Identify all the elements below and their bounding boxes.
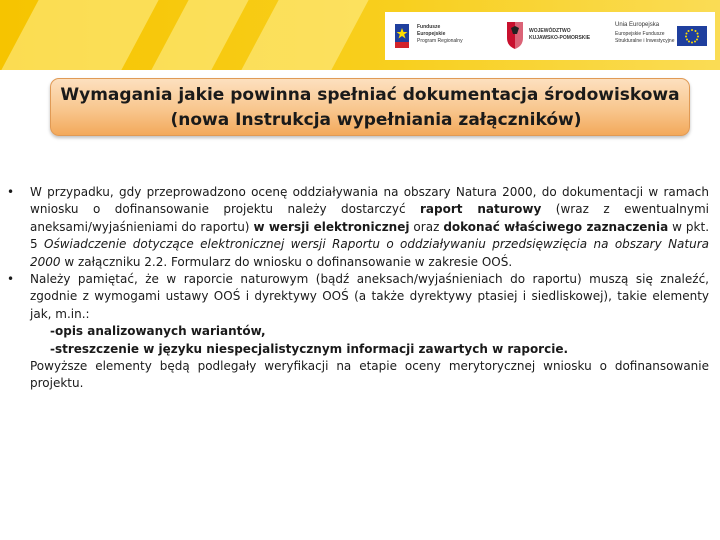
bullet-1-text <box>30 184 709 271</box>
logo-strip <box>385 12 715 60</box>
requirement-item-text: -streszczenie w języku niespecjalistycznym informacji zawartych w raporcie. <box>50 341 569 356</box>
slide-title <box>50 78 690 136</box>
band-decoration <box>236 0 374 70</box>
logo-eu-line1: Unia Europejska <box>615 22 660 28</box>
requirement-item-text: -opis analizowanych wariantów, <box>50 324 266 339</box>
bullet-1-part: w pkt. 5 <box>30 219 710 252</box>
bullet-raport-requirements <box>0 271 720 323</box>
logo-fe-line1: Fundusze <box>417 24 441 30</box>
logo-woj-line2: KUJAWSKO-POMORSKIE <box>529 35 591 41</box>
logo-woj-line1: WOJEWÓDZTWO <box>529 28 571 34</box>
requirement-item <box>0 323 720 340</box>
bullet-1-part: w załączniku 2.2. Formularz do wniosku o dofinansowanie w zakresie OOŚ. <box>60 254 513 269</box>
wojewodztwo-logo <box>505 18 595 54</box>
logo-eu-line3: Strukturalne i Inwestycyjne <box>615 38 675 44</box>
coat-of-arms-icon <box>505 20 525 50</box>
fe-star-icon <box>393 22 413 50</box>
bullet-icon: • <box>7 272 15 287</box>
title-line-2: (nowa Instrukcja wypełniania załączników) <box>170 110 582 130</box>
bullet-1-part: oraz <box>409 219 444 234</box>
band-decoration <box>0 0 164 70</box>
bullet-2-text: Należy pamiętać, że w raporcie naturowym (bądź aneksach/wyjaśnieniach do raportu) muszą się znaleźć, zgodnie z wymogami ustawy OOŚ i dyrektywy OOŚ (a także dyrektywy ptasiej i siedliskowej), takie elementy jak, m.in.: <box>30 272 709 321</box>
logo-fe-line2: Europejskie <box>417 31 446 37</box>
title-line-1: Wymagania jakie powinna spełniać dokumentacja środowiskowa <box>60 85 680 105</box>
bullet-1-bold: dokonać właściwego zaznaczenia <box>443 219 669 234</box>
bullet-1-bold: w wersji elektronicznej <box>253 219 410 234</box>
bullet-1-part: W przypadku, gdy przeprowadzono ocenę oddziaływania na obszary Natura 2000, do dokumentacji w ramach wniosku o dofinansowanie projektu należy dostarczyć <box>30 185 709 217</box>
bullet-1-part: (wraz z ewentualnymi aneksami/wyjaśnieniami do raportu) <box>30 202 709 234</box>
unia-europejska-logo <box>615 18 711 54</box>
fundusze-europejskie-logo <box>393 18 463 54</box>
logo-fe-line3: Program Regionalny <box>417 38 463 44</box>
requirement-item <box>0 341 720 358</box>
logo-eu-line2: Europejskie Fundusze <box>615 31 665 37</box>
bullet-1-italic: Oświadczenie dotyczące elektronicznej wersji Raportu o oddziaływaniu przedsięwzięcia na obszary Natura 2000 <box>30 237 710 269</box>
bullet-natura-2000 <box>0 184 720 271</box>
eu-flag-icon <box>677 26 707 46</box>
band-decoration <box>146 0 254 70</box>
bullet-1-bold: raport naturowy <box>420 202 542 217</box>
bullet-icon: • <box>7 185 15 199</box>
closing-paragraph: Powyższe elementy będą podlegały weryfikacji na etapie oceny merytorycznej wniosku o dofinansowanie projektu. <box>30 359 709 391</box>
header-band <box>0 0 720 70</box>
slide-body <box>0 184 720 393</box>
